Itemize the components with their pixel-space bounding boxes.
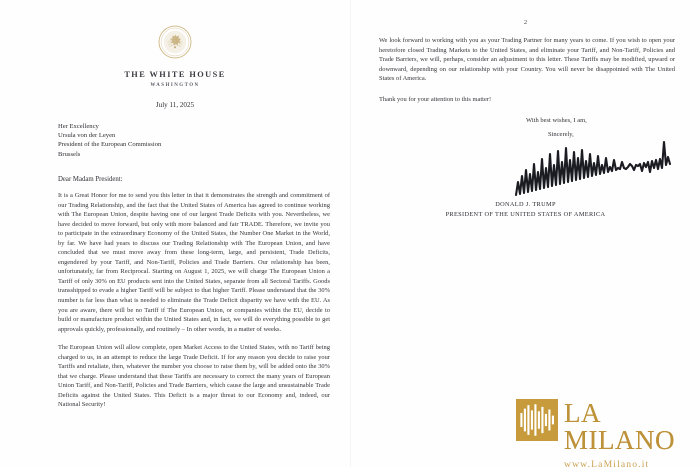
addressee-line-2: Ursula von der Leyen [58, 132, 116, 140]
letter-body-page-1 [58, 191, 330, 419]
paragraph-2: The European Union will allow complete, open Market Access to the United States, with no Tariff being charged to us, in an attempt to reduce the large Trade Deficit. If for any reason you decide to raise your Tariffs and retaliate, then, whatever the number you choose to raise them by, will be added onto the 30% that we charge. Please understand that these Tariffs are necessary to correct the many years of European Union Tariff, and Non-Tariff, Policies and Trade Barriers, which cause the large and unsustainable Trade Deficits against the United States. This Deficit is a major threat to our Economy and, indeed, our National Security! [58, 344, 330, 409]
paragraph-3: We look forward to working with you as your Trading Partner for many years to come. If you wish to open your heretofore closed Trading Markets to the United States, and eliminate your Tariff, and Non-Tariff, Policies and Trade Barriers, we will, perhaps, consider an adjustment to this letter. These Tariffs may be modified, upward or downward, depending on our relationship with your Country. You will never be disappointed with The United States of America. [379, 37, 675, 83]
signer-title: PRESIDENT OF THE UNITED STATES OF AMERICA [445, 211, 606, 218]
signer-name: DONALD J. TRUMP [495, 201, 556, 208]
addressee-line-3: President of the European Commission [58, 141, 162, 149]
addressee-line-1: Her Excellency [58, 123, 99, 130]
presidential-seal-icon [158, 25, 192, 59]
presidential-seal-container [0, 25, 350, 59]
letter-date: July 11, 2025 [155, 101, 195, 109]
la-milano-watermark [516, 399, 700, 467]
la-milano-logo-icon [516, 399, 558, 441]
closing-thanks: Thank you for your attention to this matter! [379, 96, 492, 103]
addressee-line-4: Brussels [58, 150, 81, 158]
paragraph-1: It is a Great Honor for me to send you this letter in that it demonstrates the strength and commitment of our Trading Relationship, and the fact that the United States of America has agreed to continue working with The European Union, despite having one of our largest Trade Deficits with you. Nevertheless, we have decided to move forward, but only with more balanced and fair TRADE. Therefore, we invite you to participate in the extraordinary Economy of the United States, the Number One Market in the World, by far. We have had years to discuss our Trading Relationship with The European Union, and have concluded that we must move away from these long-term, large, and persistent, Trade Deficits, engendered by your Tariff, and Non-Tariff, Policies and Trade Barriers. Our relationship has been, unfortunately, far from Reciprocal. Starting on August 1, 2025, we will charge The European Union a Tariff of only 30% on EU products sent into the United States, separate from all Sectoral Tariffs. Goods transshipped to evade a higher Tariff will be subject to that higher Tariff. Please understand that the 30% number is far less than what is needed to eliminate the Trade Deficit disparity we have with the EU. As you are aware, there will be no Tariff if The European Union, or companies within the EU, decide to build or manufacture product within the United States and, in fact, we will do everything possible to get approvals quickly, professionally, and routinely – In other words, in a matter of weeks. [58, 192, 330, 333]
letter-body-page-2 [379, 36, 675, 93]
trump-signature-icon [511, 139, 686, 201]
page-number: 2 [523, 19, 528, 26]
closing-sincerely: Sincerely, [548, 131, 574, 138]
addressee-block [58, 122, 161, 159]
watermark-url: www.LaMilano.it [564, 459, 650, 467]
letter-page-2 [351, 0, 700, 467]
watermark-title: LA MILANO [564, 400, 700, 454]
watermark-text [564, 399, 700, 467]
salutation: Dear Madam President: [58, 176, 123, 183]
closing-wishes: With best wishes, I am, [526, 117, 587, 124]
letterhead-subtitle: WASHINGTON [150, 83, 200, 88]
letterhead-title: THE WHITE HOUSE [124, 70, 226, 79]
